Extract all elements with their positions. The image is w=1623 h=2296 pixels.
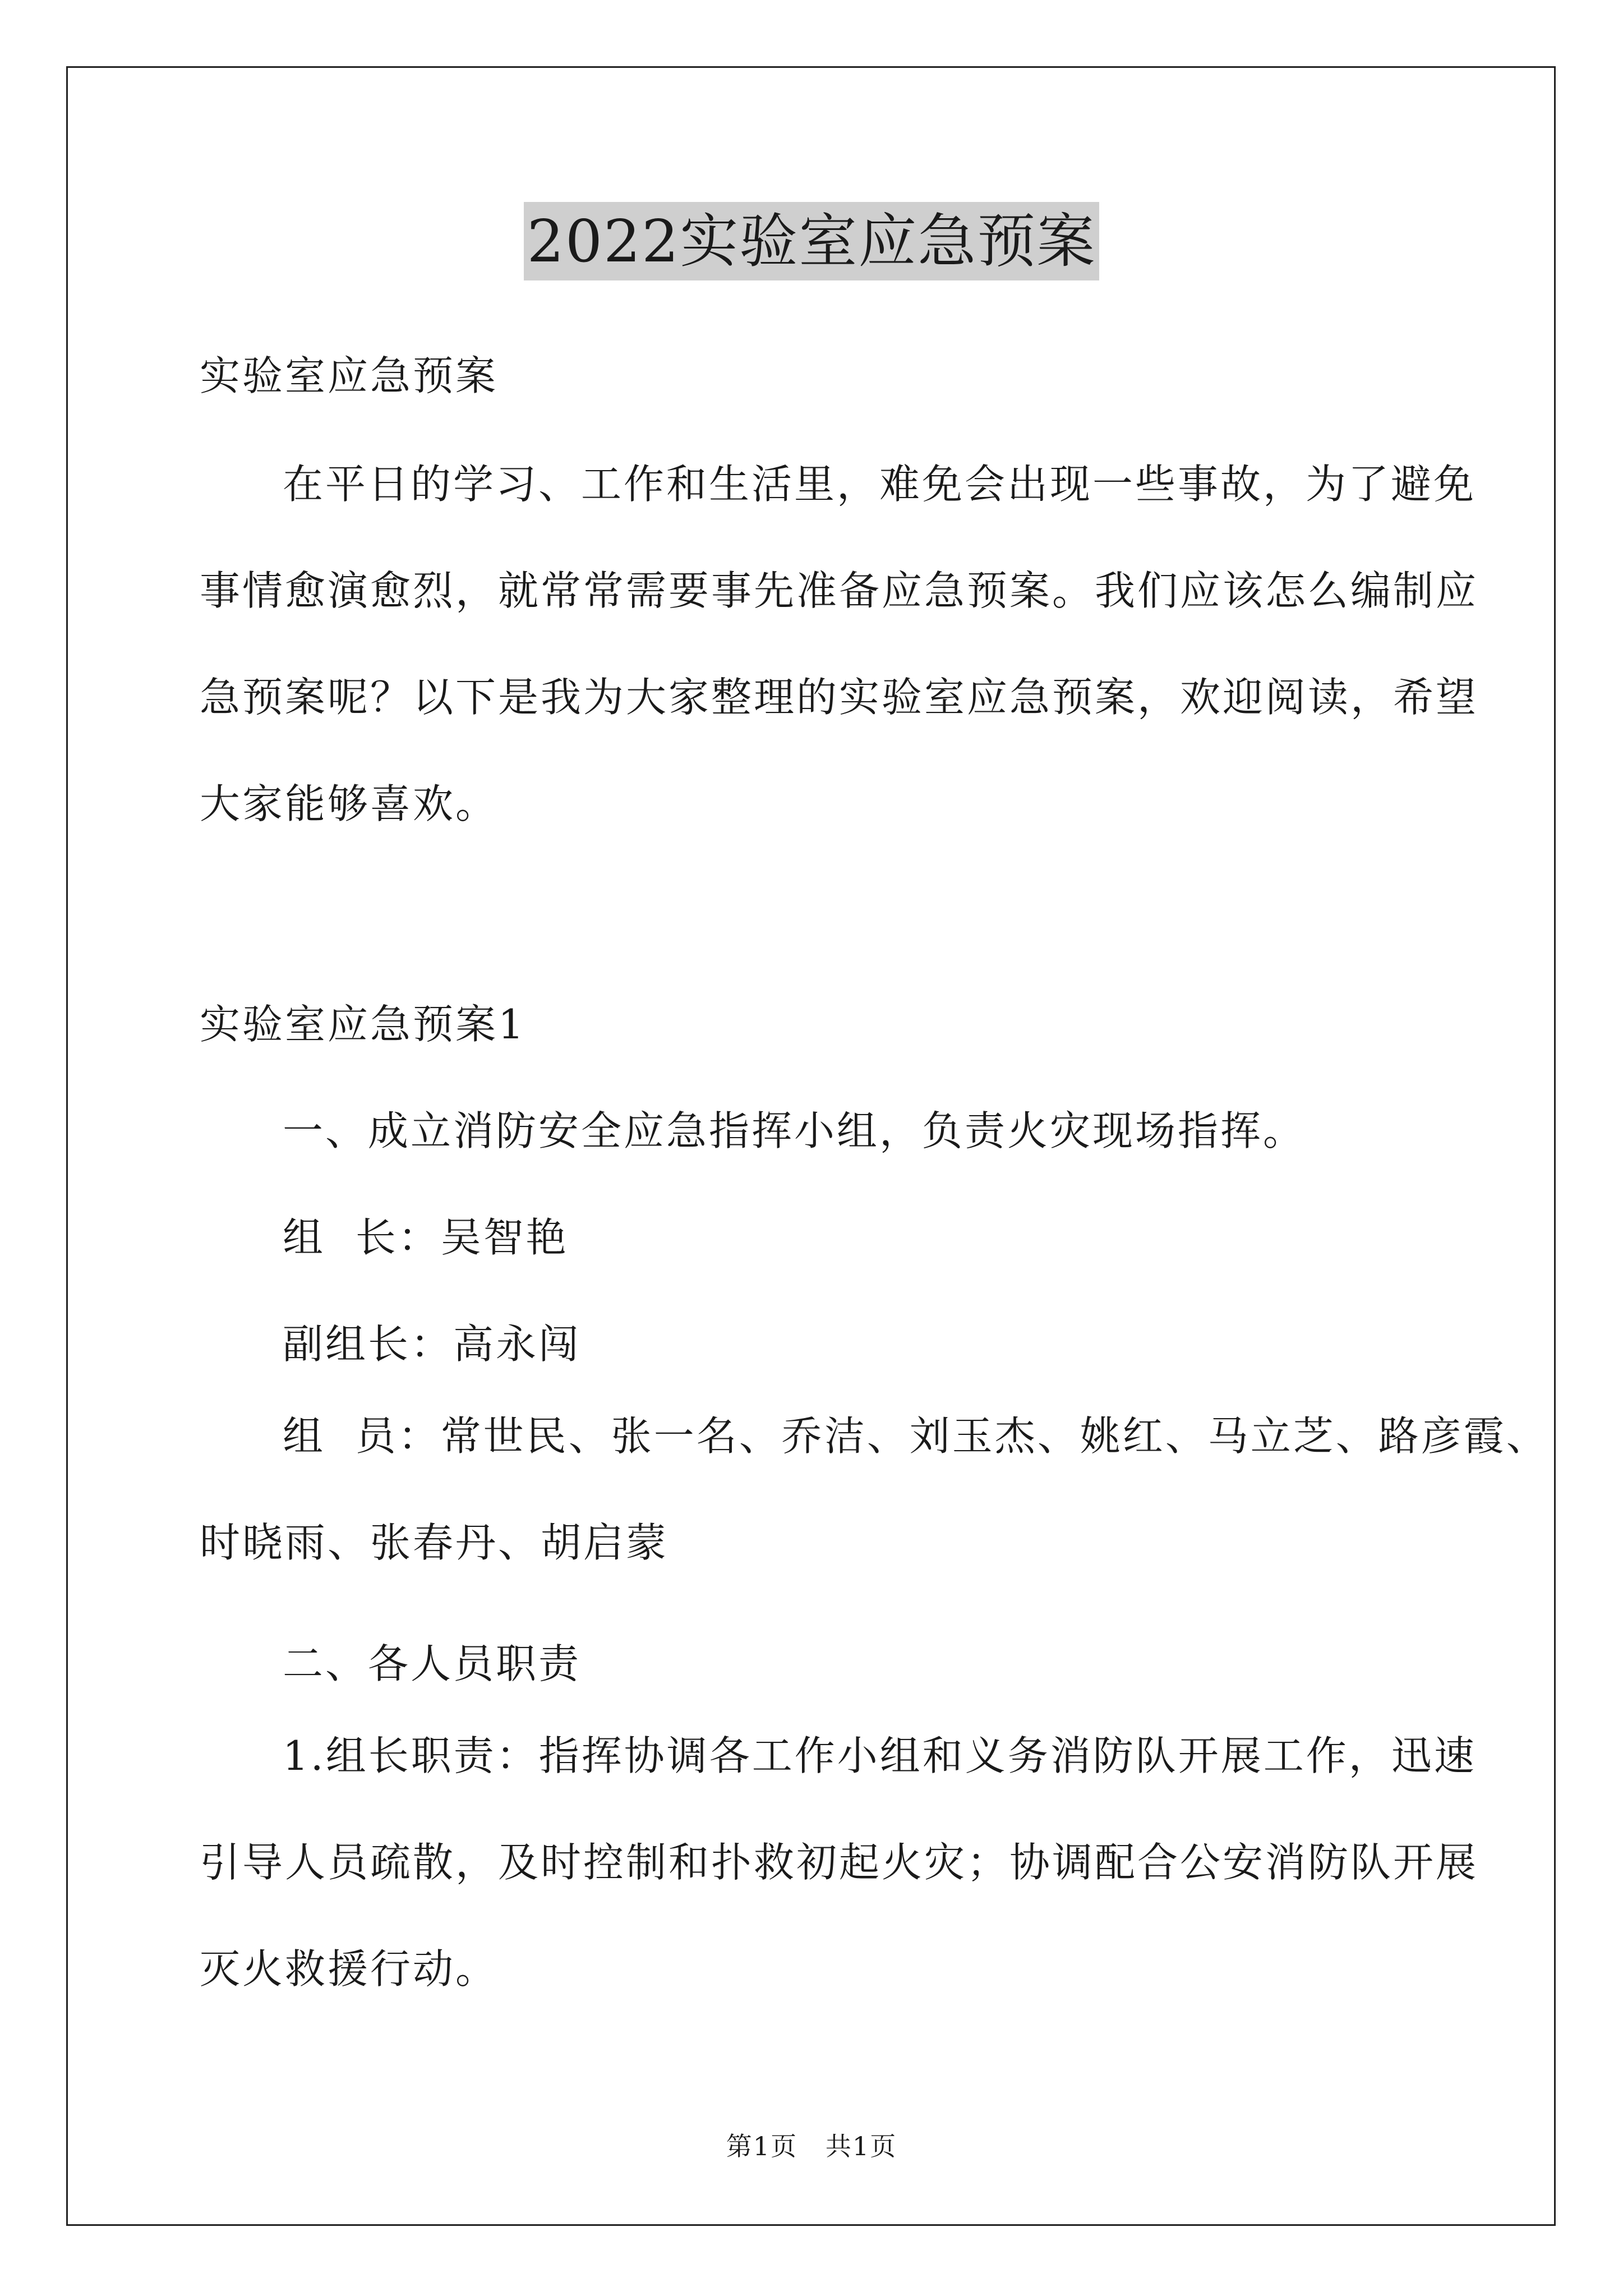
intro-line: 在平日的学习、工作和生活里，难免会出现一些事故，为了避免 <box>283 461 1477 508</box>
duty-line: 引导人员疏散，及时控制和扑救初起火灾；协调配合公安消防队开展 <box>200 1839 1479 1886</box>
members-paragraph <box>200 1405 1549 1618</box>
item-one: 一、成立消防安全应急指挥小组，负责火灾现场指挥。 <box>283 1107 1306 1154</box>
section-heading-main: 实验室应急预案 <box>200 352 499 399</box>
intro-line: 急预案呢？以下是我为大家整理的实验室应急预案，欢迎阅读，希望 <box>200 674 1479 721</box>
duty-line: 灭火救援行动。 <box>200 1945 499 1993</box>
duty-line: 1.组长职责：指挥协调各工作小组和义务消防队开展工作，迅速 <box>283 1732 1477 1779</box>
page-footer: 第1页 共1页 <box>726 2131 897 2161</box>
item-two: 二、各人员职责 <box>283 1640 582 1687</box>
intro-paragraph <box>200 453 1479 880</box>
title-container <box>0 202 1623 280</box>
duty-paragraph <box>200 1725 1479 2045</box>
intro-line: 事情愈演愈烈，就常常需要事先准备应急预案。我们应该怎么编制应 <box>200 567 1479 614</box>
section-heading-1: 实验室应急预案1 <box>200 1001 526 1048</box>
members-line: 时晓雨、张春丹、胡启蒙 <box>200 1519 669 1566</box>
members-line: 组 员：常世民、张一名、乔洁、刘玉杰、姚红、马立芝、路彦霞、 <box>283 1412 1549 1460</box>
intro-line: 大家能够喜欢。 <box>200 780 499 827</box>
leader-line: 组 长：吴智艳 <box>283 1214 569 1261</box>
deputy-line: 副组长：高永闯 <box>283 1320 582 1368</box>
document-title: 2022实验室应急预案 <box>524 202 1100 280</box>
